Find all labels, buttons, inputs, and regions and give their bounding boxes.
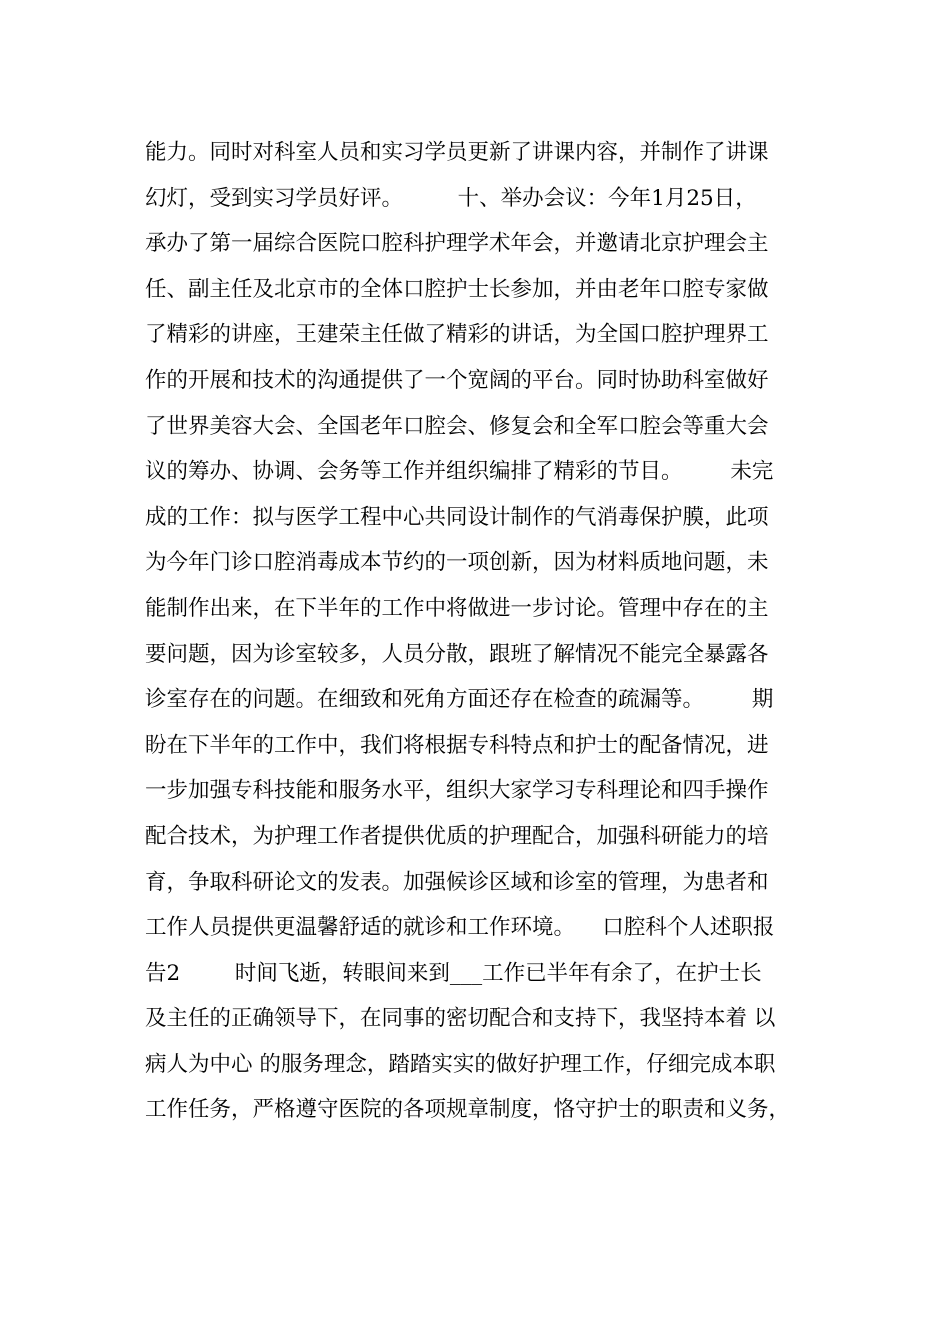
text-line: 病人为中心 的服务理念，踏踏实实的做好护理工作，仔细完成本职 (145, 1051, 776, 1077)
text-line: 议的筹办、协调、会务等工作并组织编排了精彩的节目。 未完 (145, 459, 774, 485)
text-line: 幻灯，受到实习学员好评。 十、举办会议：今年1月25日， (145, 185, 757, 211)
text-line: 配合技术，为护理工作者提供优质的护理配合，加强科研能力的培 (145, 823, 769, 849)
text-line: 能力。同时对科室人员和实习学员更新了讲课内容，并制作了讲课 (145, 140, 769, 165)
text-line: 工作人员提供更温馨舒适的就诊和工作环境。 口腔科个人述职报 (145, 915, 775, 941)
text-line: 及主任的正确领导下，在同事的密切配合和支持下，我坚持本着 以 (145, 1006, 776, 1032)
text-line: 一步加强专科技能和服务水平，组织大家学习专科理论和四手操作 (145, 778, 769, 804)
text-line: 成的工作：拟与医学工程中心共同设计制作的气消毒保护膜，此项 (145, 504, 769, 530)
text-line: 能制作出来，在下半年的工作中将做进一步讨论。管理中存在的主 (145, 595, 769, 621)
text-line: 承办了第一届综合医院口腔科护理学术年会，并邀请北京护理会主 (145, 231, 769, 257)
body-text (145, 130, 825, 1133)
text-line: 作的开展和技术的沟通提供了一个宽阔的平台。同时协助科室做好 (145, 367, 769, 393)
text-line: 了精彩的讲座，王建荣主任做了精彩的讲话，为全国口腔护理界工 (145, 322, 769, 348)
text-line: 告2 时间飞逝，转眼间来到___工作已半年有余了，在护士长 (145, 960, 762, 986)
text-line: 任、副主任及北京市的全体口腔护士长参加，并由老年口腔专家做 (145, 276, 769, 302)
text-line: 工作任务，严格遵守医院的各项规章制度，恪守护士的职责和义务， (145, 1097, 791, 1123)
text-line: 要问题，因为诊室较多，人员分散，跟班了解情况不能完全暴露各 (145, 641, 769, 667)
text-line: 为今年门诊口腔消毒成本节约的一项创新，因为材料质地问题，未 (145, 550, 769, 576)
text-line: 诊室存在的问题。在细致和死角方面还存在检查的疏漏等。 期 (145, 687, 774, 713)
text-line: 育，争取科研论文的发表。加强候诊区域和诊室的管理，为患者和 (145, 869, 769, 895)
text-line: 盼在下半年的工作中，我们将根据专科特点和护士的配备情况，进 (145, 732, 769, 758)
text-line: 了世界美容大会、全国老年口腔会、修复会和全军口腔会等重大会 (145, 413, 769, 439)
